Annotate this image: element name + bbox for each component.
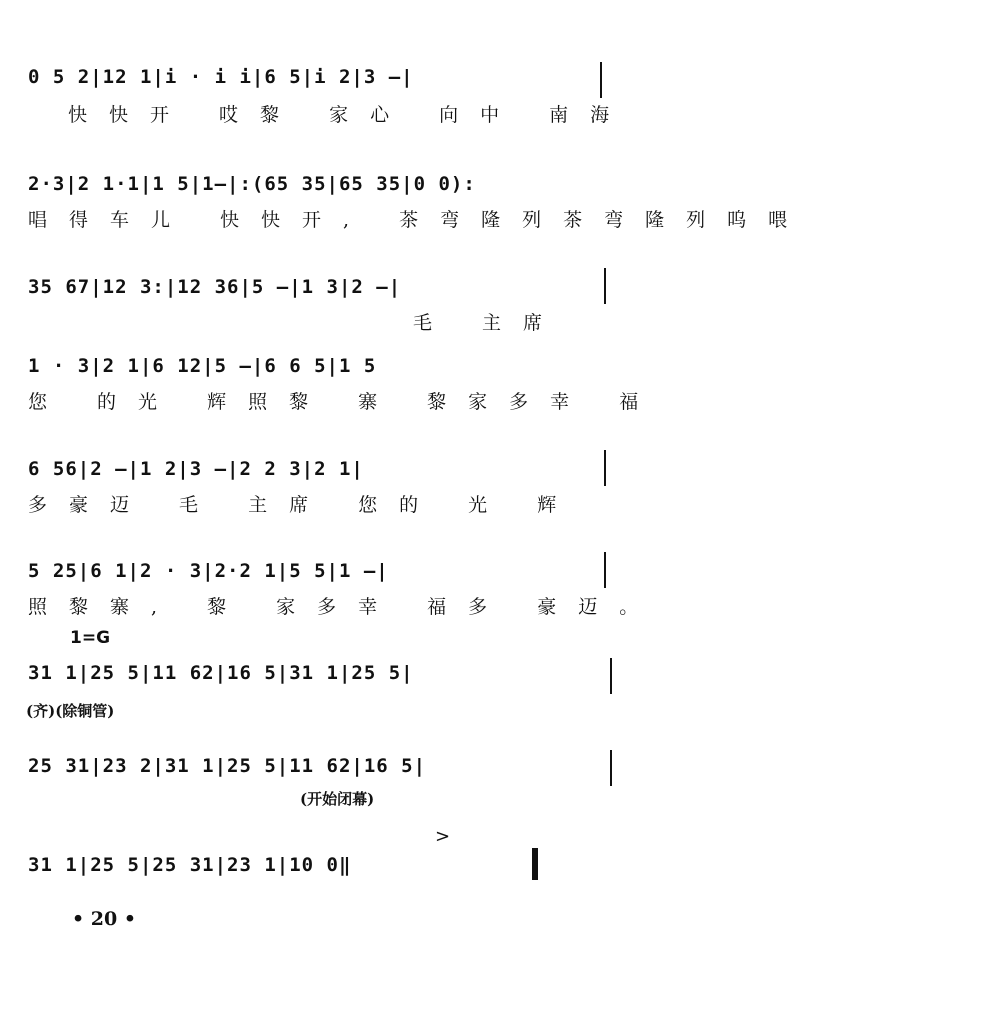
notation-line: 31 1|25 5|25 31|23 1|10 0‖ bbox=[28, 854, 352, 876]
notation-line: 6 56|2 —|1 2|3 —|2 2 3|2 1| bbox=[28, 458, 364, 480]
lyrics-line: 多豪迈 毛 主席 您的 光 辉 bbox=[28, 494, 579, 516]
lyrics-line: 快快开 哎黎 家心 向中 南海 bbox=[68, 104, 632, 126]
barline bbox=[604, 552, 606, 588]
accent-mark: > bbox=[435, 826, 451, 847]
key-signature: 1=G bbox=[70, 628, 111, 648]
barline bbox=[604, 450, 606, 486]
notation-line: 25 31|23 2|31 1|25 5|11 62|16 5| bbox=[28, 755, 427, 777]
final-barline bbox=[532, 848, 538, 880]
lyrics-line: 您 的光 辉照黎 寨 黎家多幸 福 bbox=[28, 391, 661, 413]
barline bbox=[610, 658, 612, 694]
performance-annotation: (齐)(除铜管) bbox=[26, 702, 115, 720]
barline bbox=[604, 268, 606, 304]
lyrics-line: 唱得车儿 快快开, 茶弯隆列茶弯隆列呜喂 bbox=[28, 209, 810, 231]
notation-line: 0 5 2|12 1|i · i i|6 5|i 2|3 —| bbox=[28, 66, 414, 88]
page-number: • 20 • bbox=[72, 908, 136, 930]
barline bbox=[610, 750, 612, 786]
notation-line: 1 · 3|2 1|6 12|5 —|6 6 5|1 5 bbox=[28, 355, 377, 377]
notation-line: 5 25|6 1|2 · 3|2·2 1|5 5|1 —| bbox=[28, 560, 389, 582]
notation-line: 31 1|25 5|11 62|16 5|31 1|25 5| bbox=[28, 662, 414, 684]
notation-line: 2·3|2 1·1|1 5|1—|:(65 35|65 35|0 0): bbox=[28, 173, 476, 195]
barline bbox=[600, 62, 602, 98]
lyrics-line: 毛 主席 bbox=[413, 312, 565, 334]
notation-line: 35 67|12 3:|12 36|5 —|1 3|2 —| bbox=[28, 276, 402, 298]
lyrics-line: 照黎寨, 黎 家多幸 福多 豪迈。 bbox=[28, 596, 661, 618]
performance-annotation: (开始闭幕) bbox=[300, 790, 375, 808]
